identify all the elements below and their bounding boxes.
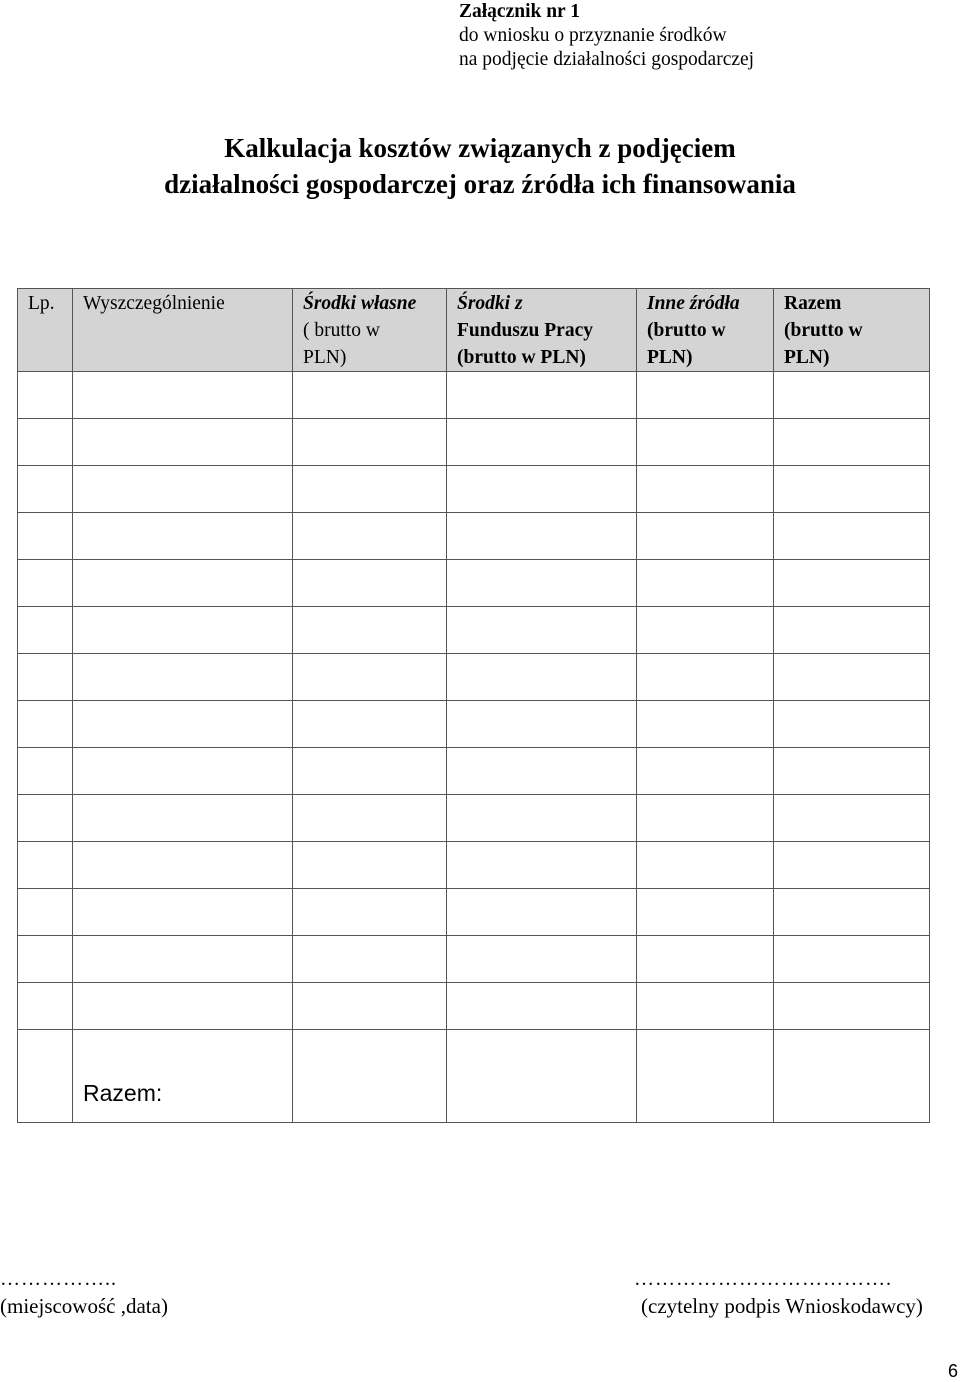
col-fund-sub1: Funduszu Pracy xyxy=(457,320,593,341)
col-own-sub2: PLN) xyxy=(303,347,347,368)
cell-lp[interactable] xyxy=(18,795,73,842)
cell-lp[interactable] xyxy=(18,607,73,654)
cell-own[interactable] xyxy=(293,560,447,607)
cell-spec[interactable] xyxy=(73,372,293,419)
cell-spec[interactable] xyxy=(73,701,293,748)
cell-sum[interactable] xyxy=(774,419,930,466)
table-row xyxy=(18,701,930,748)
cell-fund[interactable] xyxy=(447,372,637,419)
cell-spec[interactable] xyxy=(73,607,293,654)
cell-own[interactable] xyxy=(293,419,447,466)
cell-own[interactable] xyxy=(293,466,447,513)
cell-own[interactable] xyxy=(293,889,447,936)
cell-spec[interactable] xyxy=(73,842,293,889)
table-row xyxy=(18,466,930,513)
table-row xyxy=(18,560,930,607)
cell-spec[interactable] xyxy=(73,419,293,466)
col-other-sub2: PLN) xyxy=(647,347,693,368)
cell-sum[interactable] xyxy=(774,936,930,983)
total-cell-lp[interactable] xyxy=(18,1030,73,1123)
table-header-row xyxy=(18,289,930,372)
cell-lp[interactable] xyxy=(18,701,73,748)
cell-own[interactable] xyxy=(293,983,447,1030)
cell-lp[interactable] xyxy=(18,983,73,1030)
cell-spec[interactable] xyxy=(73,560,293,607)
cell-sum[interactable] xyxy=(774,748,930,795)
cell-fund[interactable] xyxy=(447,889,637,936)
cell-fund[interactable] xyxy=(447,654,637,701)
cell-lp[interactable] xyxy=(18,419,73,466)
col-total xyxy=(774,289,930,372)
cell-own[interactable] xyxy=(293,513,447,560)
table-row xyxy=(18,842,930,889)
cell-spec[interactable] xyxy=(73,513,293,560)
cell-sum[interactable] xyxy=(774,654,930,701)
place-date-dots: …………….. xyxy=(0,1268,117,1290)
cost-table xyxy=(17,288,930,1123)
col-fund-title: Środki z xyxy=(457,293,523,314)
cell-own[interactable] xyxy=(293,701,447,748)
cell-sum[interactable] xyxy=(774,889,930,936)
cell-fund[interactable] xyxy=(447,936,637,983)
table-row xyxy=(18,607,930,654)
document-heading xyxy=(0,130,960,202)
table-row xyxy=(18,419,930,466)
cell-fund[interactable] xyxy=(447,748,637,795)
cell-lp[interactable] xyxy=(18,936,73,983)
cell-other[interactable] xyxy=(637,607,774,654)
table-row xyxy=(18,372,930,419)
cell-fund[interactable] xyxy=(447,795,637,842)
cell-own[interactable] xyxy=(293,372,447,419)
cell-spec[interactable] xyxy=(73,748,293,795)
cell-lp[interactable] xyxy=(18,842,73,889)
cell-spec[interactable] xyxy=(73,936,293,983)
page-number: 6 xyxy=(947,1361,958,1381)
cell-sum[interactable] xyxy=(774,842,930,889)
cell-lp[interactable] xyxy=(18,513,73,560)
total-cell-other[interactable] xyxy=(637,1030,774,1123)
table-body xyxy=(18,372,930,1123)
cell-other[interactable] xyxy=(637,654,774,701)
signature-caption: (czytelny podpis Wnioskodawcy) xyxy=(641,1294,923,1318)
cell-sum[interactable] xyxy=(774,795,930,842)
annex-header xyxy=(459,0,754,72)
total-row xyxy=(18,1030,930,1123)
heading-line-2: działalności gospodarczej oraz źródła ich finansowania xyxy=(164,169,796,199)
col-total-sub1: (brutto w xyxy=(784,320,863,341)
cell-other[interactable] xyxy=(637,419,774,466)
col-own-funds xyxy=(293,289,447,372)
cell-sum[interactable] xyxy=(774,560,930,607)
cell-other[interactable] xyxy=(637,795,774,842)
total-cell-own[interactable] xyxy=(293,1030,447,1123)
cell-own[interactable] xyxy=(293,607,447,654)
table-row xyxy=(18,513,930,560)
col-lp: Lp. xyxy=(18,289,73,372)
cell-lp[interactable] xyxy=(18,560,73,607)
cell-own[interactable] xyxy=(293,795,447,842)
cell-other[interactable] xyxy=(637,889,774,936)
cell-lp[interactable] xyxy=(18,372,73,419)
total-label: Razem: xyxy=(83,1080,163,1106)
cell-spec[interactable] xyxy=(73,983,293,1030)
col-other-sources xyxy=(637,289,774,372)
col-total-sub2: PLN) xyxy=(784,347,830,368)
cell-spec[interactable] xyxy=(73,795,293,842)
col-own-title: Środki własne xyxy=(303,293,417,314)
table-row xyxy=(18,936,930,983)
cell-fund[interactable] xyxy=(447,513,637,560)
cell-other[interactable] xyxy=(637,701,774,748)
table-row xyxy=(18,889,930,936)
cell-other[interactable] xyxy=(637,983,774,1030)
cell-other[interactable] xyxy=(637,560,774,607)
cell-fund[interactable] xyxy=(447,560,637,607)
annex-line-2: na podjęcie działalności gospodarczej xyxy=(459,49,755,70)
cell-sum[interactable] xyxy=(774,466,930,513)
table-row xyxy=(18,748,930,795)
table-row xyxy=(18,654,930,701)
cell-sum[interactable] xyxy=(774,701,930,748)
table-row xyxy=(18,795,930,842)
cell-other[interactable] xyxy=(637,748,774,795)
signature-dots: ………………………………. xyxy=(634,1268,892,1290)
col-fund-sub2: (brutto w PLN) xyxy=(457,347,586,368)
col-own-sub1: ( brutto w xyxy=(303,320,380,341)
cell-fund[interactable] xyxy=(447,419,637,466)
cell-own[interactable] xyxy=(293,654,447,701)
cell-sum[interactable] xyxy=(774,607,930,654)
cell-own[interactable] xyxy=(293,748,447,795)
heading-line-1: Kalkulacja kosztów związanych z podjęciem xyxy=(224,133,736,163)
cell-own[interactable] xyxy=(293,842,447,889)
cell-spec[interactable] xyxy=(73,466,293,513)
cell-other[interactable] xyxy=(637,513,774,560)
cell-fund[interactable] xyxy=(447,983,637,1030)
annex-title: Załącznik nr 1 xyxy=(459,1,580,22)
col-other-title: Inne źródła xyxy=(647,293,740,314)
cell-sum[interactable] xyxy=(774,983,930,1030)
col-labour-fund xyxy=(447,289,637,372)
cell-fund[interactable] xyxy=(447,701,637,748)
cell-spec[interactable] xyxy=(73,889,293,936)
cell-fund[interactable] xyxy=(447,607,637,654)
cell-other[interactable] xyxy=(637,372,774,419)
cell-lp[interactable] xyxy=(18,889,73,936)
cell-other[interactable] xyxy=(637,936,774,983)
total-cell-label xyxy=(73,1030,293,1123)
cell-lp[interactable] xyxy=(18,748,73,795)
cell-other[interactable] xyxy=(637,842,774,889)
cell-fund[interactable] xyxy=(447,842,637,889)
cell-own[interactable] xyxy=(293,936,447,983)
place-date-caption: (miejscowość ,data) xyxy=(0,1294,168,1318)
cell-spec[interactable] xyxy=(73,654,293,701)
cell-lp[interactable] xyxy=(18,654,73,701)
cell-sum[interactable] xyxy=(774,372,930,419)
table-row xyxy=(18,983,930,1030)
total-cell-fund[interactable] xyxy=(447,1030,637,1123)
total-cell-sum[interactable] xyxy=(774,1030,930,1123)
cell-fund[interactable] xyxy=(447,466,637,513)
col-other-sub1: (brutto w xyxy=(647,320,726,341)
cell-other[interactable] xyxy=(637,466,774,513)
col-spec: Wyszczególnienie xyxy=(73,289,293,372)
cell-sum[interactable] xyxy=(774,513,930,560)
col-total-title: Razem xyxy=(784,293,842,314)
cell-lp[interactable] xyxy=(18,466,73,513)
annex-line-1: do wniosku o przyznanie środków xyxy=(459,25,727,46)
